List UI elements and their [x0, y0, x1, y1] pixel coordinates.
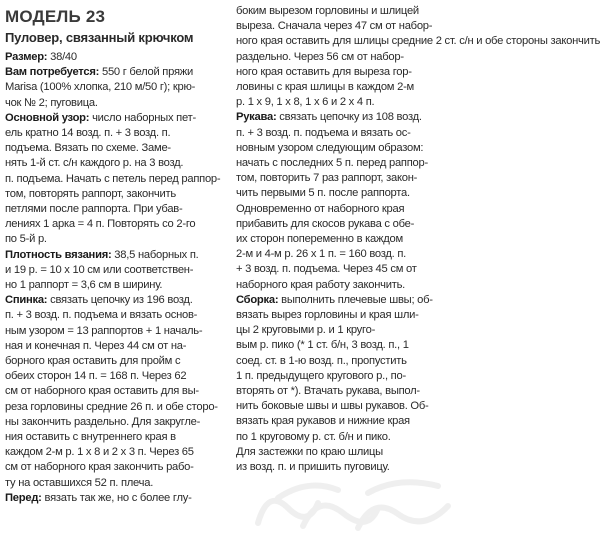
right-line — [236, 171, 456, 186]
body-text: см от наборного края оставить для вы- — [5, 385, 199, 398]
body-text: ния оставить с внутреннего края в — [5, 431, 176, 444]
left-line — [5, 80, 227, 95]
left-line — [5, 324, 227, 339]
body-text: борного края оставить для пройм с — [5, 355, 181, 368]
section-label: Перед: — [5, 491, 42, 504]
body-text: чить первыми 5 п. после раппорта. — [236, 187, 410, 200]
body-text: том, повторить 7 раз раппорт, закон- — [236, 172, 418, 185]
right-line — [236, 80, 456, 95]
right-line — [236, 293, 456, 308]
left-line — [5, 141, 227, 156]
left-line — [5, 156, 227, 171]
body-text: ного края оставить для шлицы средние 2 ст. с/н и обе стороны закончить — [236, 35, 600, 48]
left-line — [5, 232, 227, 247]
body-text: чок № 2; пуговица. — [5, 96, 98, 109]
body-text: Marisa (100% хлопка, 210 м/50 г); крю- — [5, 81, 196, 94]
body-text: + 3 возд. п. подъема. Через 45 см от — [236, 263, 417, 276]
body-text: ная и конечная п. Через 44 см от на- — [5, 339, 187, 352]
right-line — [236, 445, 456, 460]
body-text: нять 1-й ст. с/н каждого р. на 3 возд. — [5, 157, 184, 170]
right-column — [236, 4, 600, 475]
section-label: Спинка: — [5, 294, 48, 307]
body-text: ловины с края шлицы в каждом 2-м — [236, 81, 414, 94]
body-text: п. подъема. Начать с петель перед раппор- — [5, 172, 221, 185]
right-line — [236, 156, 456, 171]
right-line — [236, 369, 456, 384]
left-line — [5, 460, 227, 475]
left-line — [5, 96, 227, 111]
body-text: боким вырезом горловины и шлицей — [236, 5, 419, 17]
watermark-stroke — [358, 506, 448, 528]
left-line — [5, 430, 227, 445]
body-text: см от наборного края закончить рабо- — [5, 461, 194, 474]
right-line — [236, 202, 456, 217]
body-text: р. 1 х 9, 1 х 8, 1 х 6 и 2 х 4 п. — [236, 96, 375, 109]
right-line — [236, 354, 456, 369]
body-text: ным узором = 13 раппортов + 1 началь- — [5, 324, 203, 337]
left-line — [5, 278, 227, 293]
left-line — [5, 172, 227, 187]
right-line — [236, 323, 456, 338]
body-text: реза горловины средние 26 п. и обе сторо- — [5, 400, 218, 413]
left-line — [5, 50, 227, 65]
body-text: 550 г белой пряжи — [99, 66, 193, 79]
body-text: связать цепочку из 108 возд. — [276, 111, 422, 124]
body-text: вязать края рукавов и нижние края — [236, 415, 410, 428]
body-text: вязать так же, но с более глу- — [41, 491, 192, 504]
right-line — [236, 4, 456, 19]
section-label: Рукава: — [236, 111, 277, 124]
left-line — [5, 369, 227, 384]
right-line — [236, 19, 456, 34]
left-line — [5, 445, 227, 460]
watermark-stroke — [303, 505, 378, 526]
body-text: п. + 3 возд. п. подъема и вязать ос- — [236, 126, 411, 139]
body-text: раздельно. Через 56 см от набор- — [236, 50, 404, 63]
right-line — [236, 399, 456, 414]
left-line — [5, 248, 227, 263]
body-text: их сторон попеременно в каждом — [236, 233, 403, 246]
body-text: 38/40 — [47, 51, 77, 63]
right-line — [236, 278, 456, 293]
right-line — [236, 95, 456, 110]
section-label: Основной узор: — [5, 111, 90, 124]
right-line — [236, 186, 456, 201]
right-line — [236, 308, 456, 323]
left-column — [5, 6, 227, 506]
left-line — [5, 217, 227, 232]
body-text: новным узором следующим образом: — [236, 141, 424, 154]
model-title: МОДЕЛЬ 23 — [5, 7, 106, 26]
body-text: ту на оставшихся 52 п. плеча. — [5, 476, 154, 489]
left-line — [5, 263, 227, 278]
body-text: выполнить плечевые швы; об- — [278, 293, 433, 306]
right-line — [236, 110, 456, 125]
left-line — [5, 384, 227, 399]
left-line — [5, 354, 227, 369]
body-text: прибавить для скосов рукава с обе- — [236, 217, 415, 230]
left-line — [5, 308, 227, 323]
right-line — [236, 126, 456, 141]
body-text: ны закончить раздельно. Для закругле- — [5, 415, 201, 428]
body-text: вязать вырез горловины и края шли- — [236, 309, 419, 322]
left-text-body — [5, 50, 227, 506]
left-line — [5, 293, 227, 308]
body-text: 1 п. предыдущего кругового р., по- — [236, 369, 406, 382]
body-text: п. + 3 возд. п. подъема и вязать основ- — [5, 309, 198, 322]
right-line — [236, 34, 600, 49]
left-line — [5, 126, 227, 141]
body-text: Для застежки по краю шлицы — [236, 445, 383, 458]
right-line — [236, 338, 456, 353]
model-subtitle: Пуловер, связанный крючком — [5, 30, 194, 45]
body-text: вторять от *). Втачать рукава, выпол- — [236, 385, 420, 398]
body-text: 38,5 наборных п. — [111, 248, 199, 261]
watermark-stroke — [278, 486, 338, 499]
left-line — [5, 187, 227, 202]
body-text: Одновременно от наборного края — [236, 202, 405, 215]
right-line — [236, 217, 456, 232]
section-label: Плотность вязания: — [5, 248, 112, 261]
right-line — [236, 50, 456, 65]
right-line — [236, 247, 456, 262]
body-text: обеих сторон 14 п. = 168 п. Через 62 — [5, 370, 187, 383]
right-line — [236, 65, 456, 80]
section-label: Вам потребуется: — [5, 66, 100, 79]
right-line — [236, 262, 456, 277]
body-text: и 19 р. = 10 х 10 см или соответствен- — [5, 263, 194, 276]
section-label: Сборка: — [236, 293, 279, 306]
watermark — [248, 468, 458, 538]
body-text: вым р. пико (* 1 ст. б/н, 3 возд. п., 1 — [236, 339, 409, 352]
body-text: но 1 раппорт = 3,6 см в ширину. — [5, 279, 163, 292]
body-text: петлями после раппорта. При убав- — [5, 203, 183, 216]
watermark-logo-icon — [248, 468, 458, 538]
body-text: начать с последних 5 п. перед раппор- — [236, 157, 428, 170]
left-line — [5, 111, 227, 126]
left-line — [5, 202, 227, 217]
watermark-stroke — [258, 501, 318, 523]
body-text: наборного края работу закончить. — [236, 278, 406, 291]
right-line — [236, 414, 456, 429]
body-text: каждом 2-м р. 1 х 8 и 2 х 3 п. Через 65 — [5, 446, 194, 459]
body-text: лениях 1 арка = 4 п. Повторять со 2-го — [5, 218, 196, 231]
right-line — [236, 430, 456, 445]
body-text: число наборных пет- — [89, 111, 196, 124]
right-line — [236, 384, 456, 399]
body-text: связать цепочку из 196 возд. — [47, 294, 193, 307]
left-line — [5, 339, 227, 354]
body-text: цы 2 круговыми р. и 1 круго- — [236, 324, 376, 337]
right-text-body — [236, 4, 600, 475]
left-line — [5, 400, 227, 415]
body-text: ель кратно 14 возд. п. + 3 возд. п. — [5, 127, 171, 140]
body-text: выреза. Сначала через 47 см от набор- — [236, 20, 433, 33]
section-label: Размер: — [5, 51, 48, 63]
body-text: из возд. п. и пришить пуговицу. — [236, 461, 390, 474]
body-text: по 5-й р. — [5, 233, 47, 246]
body-text: 2-м и 4-м р. 26 х 1 п. = 160 возд. п. — [236, 248, 407, 261]
watermark-stroke — [368, 482, 438, 493]
body-text: подъема. Вязать по схеме. Заме- — [5, 142, 171, 155]
left-line — [5, 415, 227, 430]
right-line — [236, 460, 456, 475]
body-text: нить боковые швы и швы рукавов. Об- — [236, 400, 429, 413]
body-text: том, повторять раппорт, закончить — [5, 187, 176, 200]
body-text: по 1 круговому р. ст. б/н и пико. — [236, 430, 391, 443]
left-line — [5, 65, 227, 80]
body-text: ного края оставить для выреза гор- — [236, 65, 412, 78]
right-line — [236, 141, 456, 156]
left-line — [5, 491, 227, 506]
right-line — [236, 232, 456, 247]
body-text: соед. ст. в 1-ю возд. п., пропустить — [236, 354, 407, 367]
left-line — [5, 476, 227, 491]
